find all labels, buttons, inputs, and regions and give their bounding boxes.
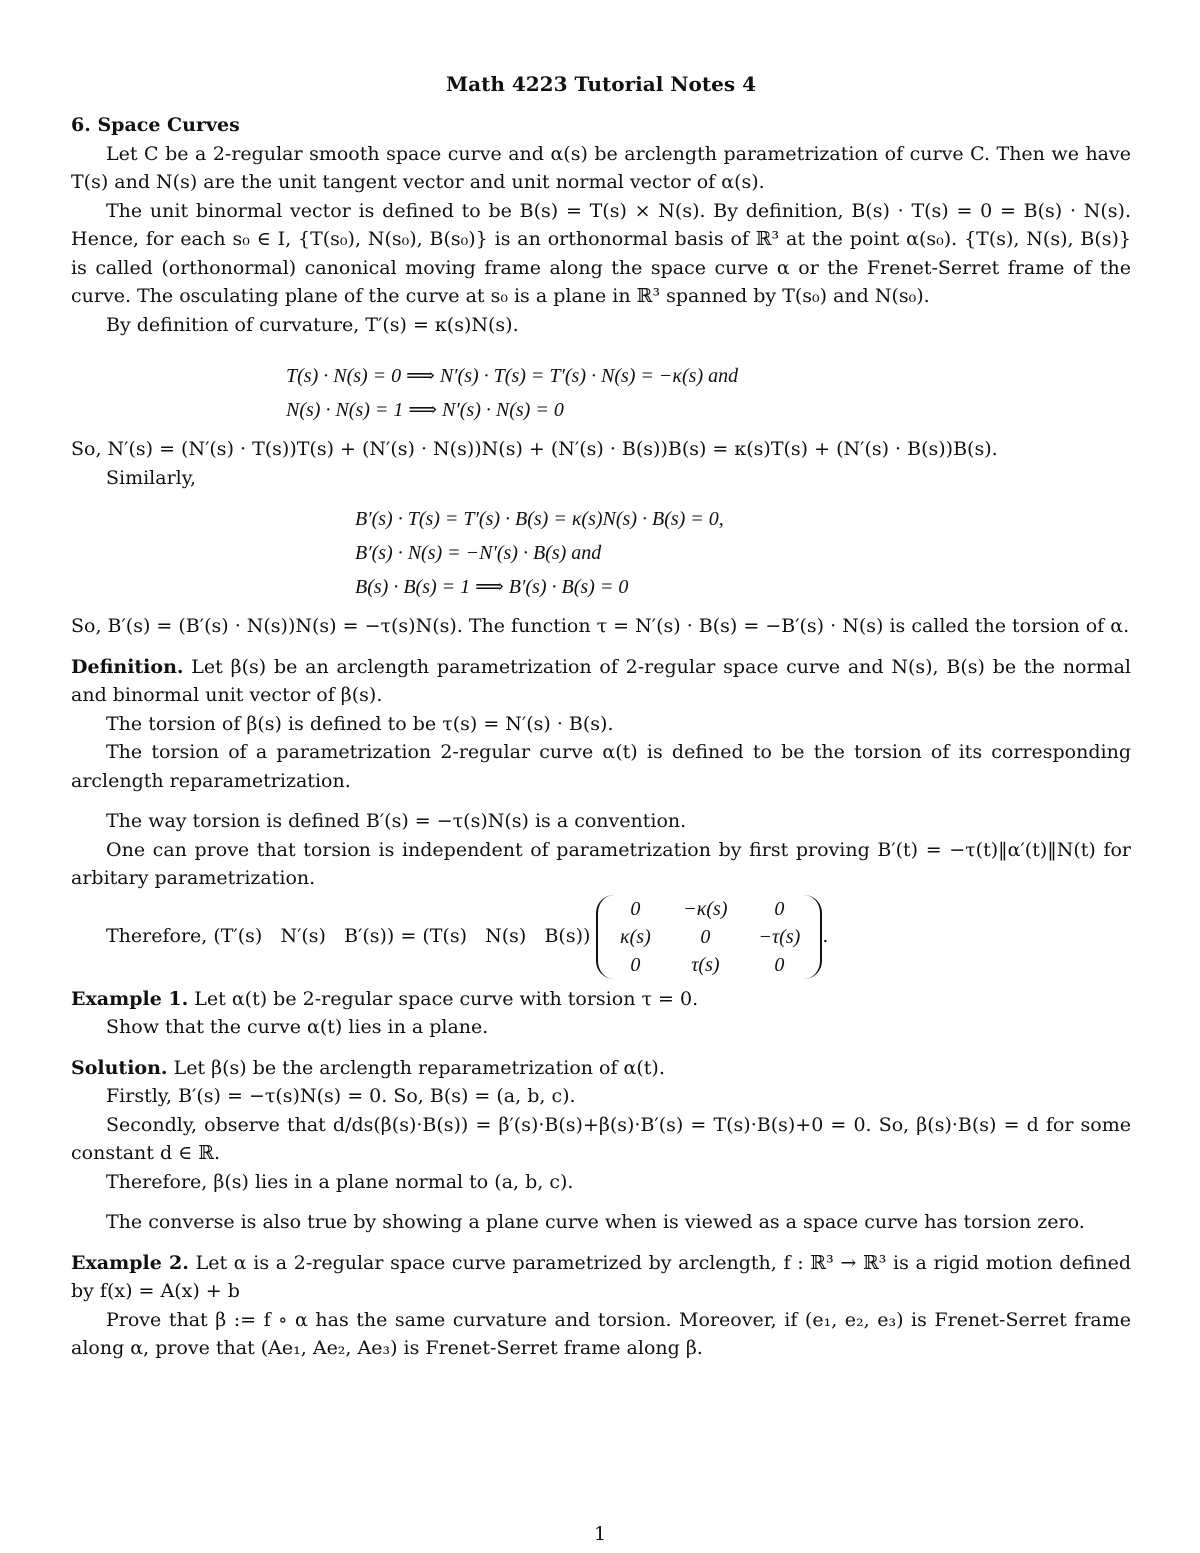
paragraph-torsion: So, B′(s) = (B′(s) · N(s))N(s) = −τ(s)N(s). The function τ = N′(s) · B(s) = −B′(s) · N(s) is called the torsion of α.: [71, 615, 1130, 637]
matrix-cell: 0: [700, 925, 711, 948]
example-2: Example 2. Let α is a 2-regular space curve parametrized by arclength, f : ℝ³ → ℝ³ is a rigid motion defined by f(x) = A(x) + b: [71, 1251, 1132, 1302]
example-2-line-2: Prove that β := f ∘ α has the same curvature and torsion. Moreover, if (e₁, e₂, e₃) is Frenet-Serret frame along α, prove that (Ae₁, Ae₂, Ae₃) is Frenet-Serret frame along β.: [71, 1308, 1131, 1359]
definition: Definition. Let β(s) be an arclength parametrization of 2-regular space curve and N(s), B(s) be the normal and binormal unit vector of β(s).: [71, 655, 1131, 706]
matrix-cell: 0: [774, 953, 785, 976]
paragraph-converse: The converse is also true by showing a plane curve when is viewed as a space curve has torsion zero.: [106, 1211, 1085, 1233]
matrix-cell: 0: [630, 897, 641, 920]
example-1-line-2: Show that the curve α(t) lies in a plane.: [106, 1016, 489, 1038]
solution-label: Solution.: [71, 1056, 168, 1079]
paragraph-convention: The way torsion is defined B′(s) = −τ(s)N(s) is a convention.: [106, 810, 687, 832]
matrix-cell: −κ(s): [683, 897, 728, 920]
matrix-cell: −τ(s): [758, 925, 801, 948]
matrix-cell: κ(s): [620, 925, 651, 948]
paragraph-normal-derivative: So, N′(s) = (N′(s) · T(s))T(s) + (N′(s) · N(s))N(s) + (N′(s) · B(s))B(s) = κ(s)T(s) + (N′(s) · B(s))B(s).: [71, 438, 998, 460]
matrix-prefix: Therefore, (T′(s) N′(s) B′(s)) = (T(s) N(s) B(s)): [106, 925, 591, 948]
section-heading: 6. Space Curves: [71, 114, 240, 136]
solution-line-4: Therefore, β(s) lies in a plane normal to (a, b, c).: [106, 1170, 574, 1193]
paragraph-curvature: By definition of curvature, T′(s) = κ(s)N(s).: [106, 313, 519, 336]
definition-label: Definition.: [71, 655, 184, 678]
matrix-cell: 0: [774, 897, 785, 920]
example-1: Example 1. Let α(t) be 2-regular space curve with torsion τ = 0.: [71, 987, 699, 1010]
paragraph-intro: Let C be a 2-regular smooth space curve and α(s) be arclength parametrization of curve C. Then we have T(s) and N(s) are the unit tangent vector and unit normal vector of α(s).: [71, 142, 1131, 193]
paragraph-similarly: Similarly,: [106, 466, 196, 489]
page-number: 1: [593, 1523, 607, 1545]
solution: Solution. Let β(s) be the arclength reparametrization of α(t).: [71, 1056, 665, 1079]
equation-block-2: [355, 502, 1131, 604]
paragraph-binormal: The unit binormal vector is defined to be B(s) = T(s) × N(s). By definition, B(s) · T(s) = 0 = B(s) · N(s). Hence, for each s₀ ∈ I, {T(s₀), N(s₀), B(s₀)} is an orthonormal basis of ℝ³ at the point α(s₀). {T(s), N(s), B(s)} is called (orthonormal) canonical moving frame along the space curve α or the Frenet-Serret frame of the curve. The osculating plane of the curve at s₀ is a plane in ℝ³ spanned by T(s₀) and N(s₀).: [71, 199, 1131, 307]
matrix-suffix: .: [822, 925, 829, 948]
equation-line: B′(s) · T(s) = T′(s) · B(s) = κ(s)N(s) · B(s) = 0,: [355, 508, 724, 530]
equation-line: B(s) · B(s) = 1 ⟹ B′(s) · B(s) = 0: [355, 576, 629, 598]
matrix-cell: τ(s): [691, 953, 720, 976]
solution-line-3: Secondly, observe that d/ds(β(s)·B(s)) = β′(s)·B(s)+β(s)·B′(s) = T(s)·B(s)+0 = 0. So, β(s)·B(s) = d for some constant d ∈ ℝ.: [71, 1113, 1131, 1164]
solution-line-2: Firstly, B′(s) = −τ(s)N(s) = 0. So, B(s) = (a, b, c).: [106, 1085, 576, 1107]
equation-line: T(s) · N(s) = 0 ⟹ N′(s) · T(s) = T′(s) · N(s) = −κ(s) and: [286, 365, 739, 387]
matrix-cell: 0: [630, 953, 641, 976]
frenet-matrix: [596, 895, 822, 979]
equation-line: B′(s) · N(s) = −N′(s) · B(s) and: [355, 542, 602, 564]
example-1-label: Example 1.: [71, 987, 189, 1010]
matrix-equation: [106, 895, 1131, 979]
definition-line-2: The torsion of β(s) is defined to be τ(s) = N′(s) · B(s).: [106, 712, 614, 735]
example-2-label: Example 2.: [71, 1251, 189, 1274]
page-title: Math 4223 Tutorial Notes 4: [445, 72, 756, 96]
equation-block-1: [286, 359, 1131, 427]
equation-line: N(s) · N(s) = 1 ⟹ N′(s) · N(s) = 0: [286, 399, 564, 421]
document-page: [71, 70, 1131, 1363]
paragraph-independence: One can prove that torsion is independent of parametrization by first proving B′(t) = −τ(t)‖α′(t)‖N(t) for arbitary parametrization.: [71, 838, 1131, 889]
definition-line-3: The torsion of a parametrization 2-regular curve α(t) is defined to be the torsion of its corresponding arclength reparametrization.: [71, 741, 1131, 792]
